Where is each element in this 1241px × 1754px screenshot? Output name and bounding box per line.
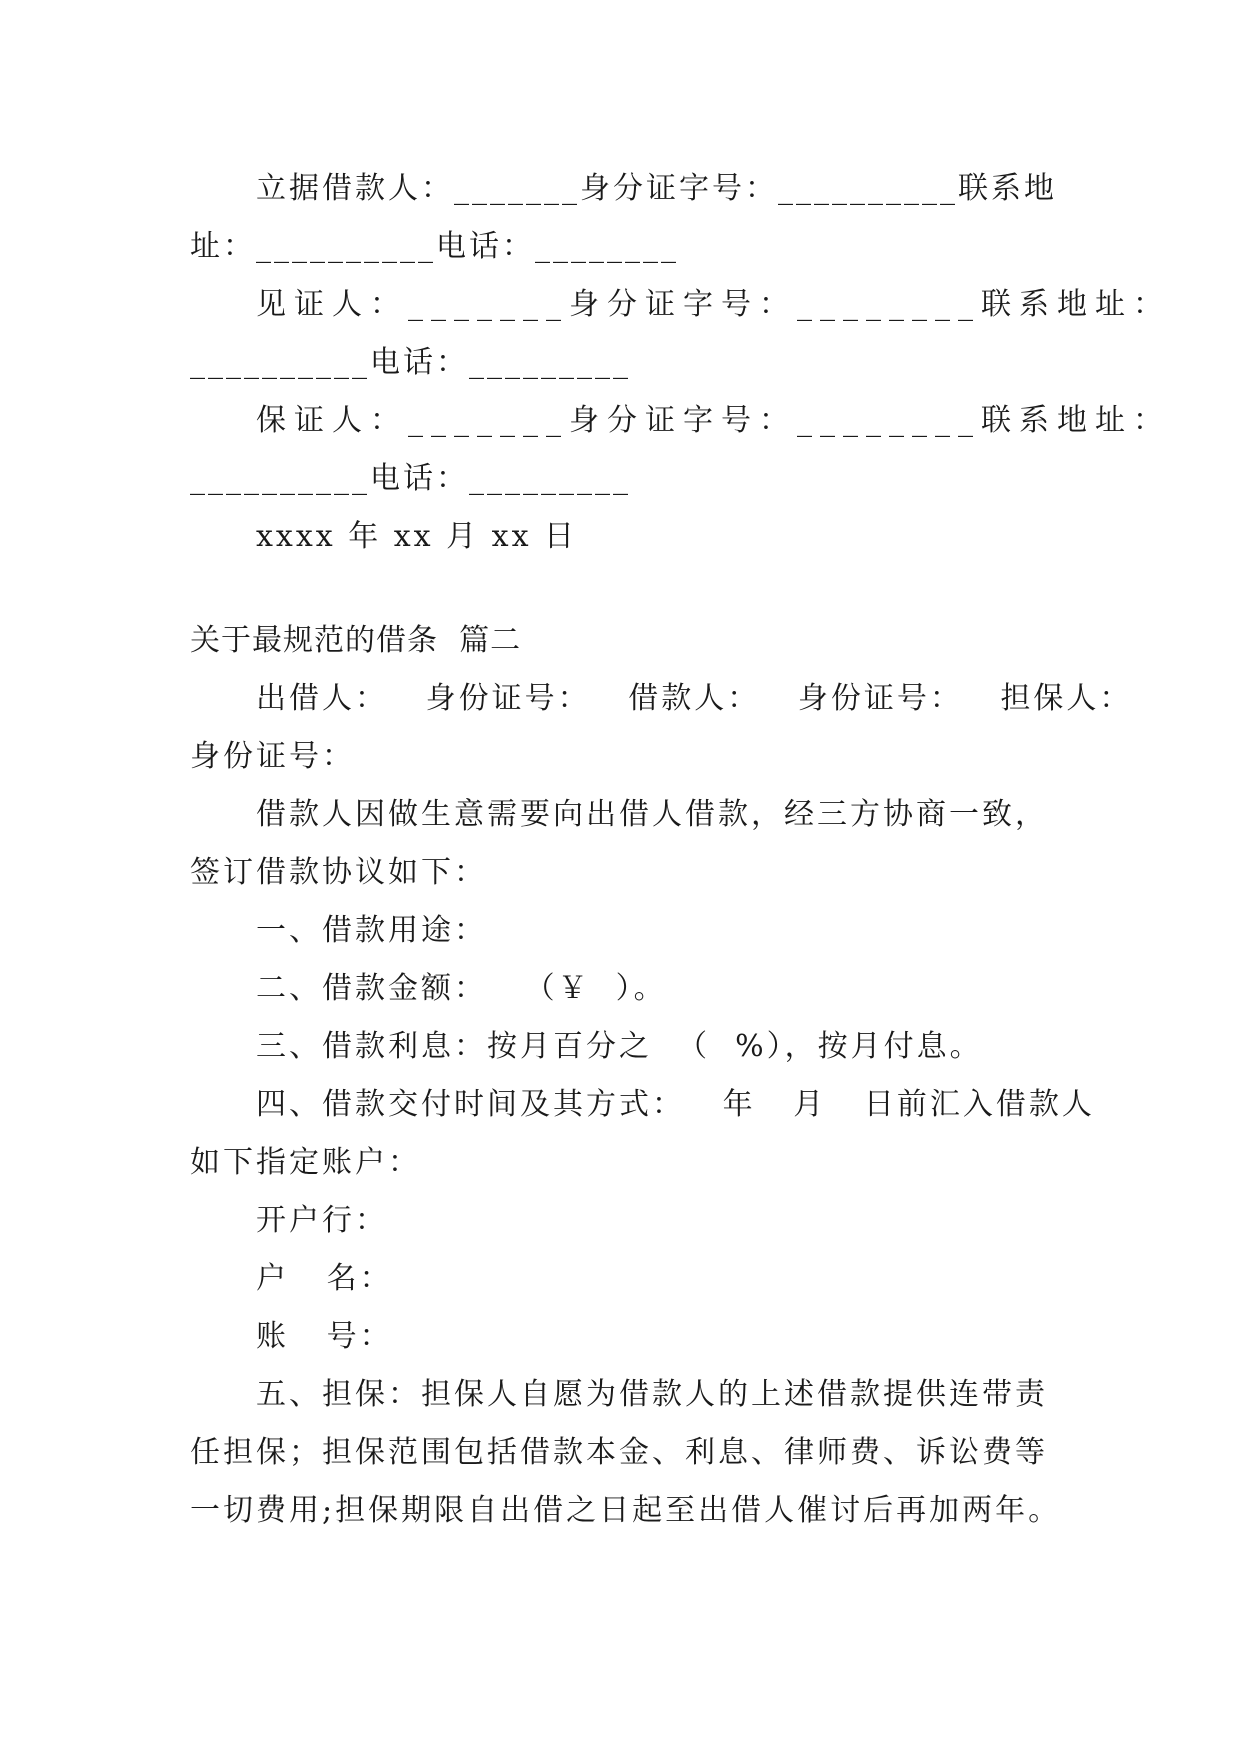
section-gap — [190, 566, 1070, 612]
guarantor-line-1: 保证人：_______身分证字号：________联系地址： — [256, 403, 1171, 438]
witness-line-1: 见证人：_______身分证字号：________联系地址： — [256, 287, 1171, 322]
clause-1: 一、借款用途： — [256, 913, 487, 948]
parties-line-2: 身份证号： — [190, 739, 355, 774]
clause-3: 三、借款利息：按月百分之 （ %），按月付息。 — [256, 1029, 983, 1064]
clause-5-line-1: 五、担保：担保人自愿为借款人的上述借款提供连带责 — [256, 1377, 1048, 1412]
witness-line-2: __________电话：_________ — [190, 345, 631, 380]
intro-line-2: 签订借款协议如下： — [190, 855, 487, 890]
clause-2: 二、借款金额： （￥ ）。 — [256, 971, 667, 1006]
borrower-line-1: 立据借款人：_______身分证字号：__________联系地 — [256, 171, 1057, 206]
guarantor-line-2: __________电话：_________ — [190, 461, 631, 496]
document-page — [190, 160, 1171, 1540]
intro-line-1: 借款人因做生意需要向出借人借款，经三方协商一致， — [256, 797, 1048, 832]
section-title: 关于最规范的借条 篇二 — [190, 623, 522, 658]
parties-line-1: 出借人： 身份证号： 借款人： 身份证号： 担保人： — [256, 681, 1133, 716]
clause-4-line-1: 四、借款交付时间及其方式： 年 月 日前汇入借款人 — [256, 1087, 1095, 1122]
clause-5-line-2: 任担保；担保范围包括借款本金、利息、律师费、诉讼费等 — [190, 1435, 1048, 1470]
signature-date: xxxx 年 xx 月 xx 日 — [256, 519, 578, 554]
borrower-line-2: 址：__________电话：________ — [190, 229, 679, 264]
account-name-field: 户 名： — [256, 1261, 393, 1296]
clause-4-line-2: 如下指定账户： — [190, 1145, 421, 1180]
account-number-field: 账 号： — [256, 1319, 393, 1354]
clause-5-line-3: 一切费用;担保期限自出借之日起至出借人催讨后再加两年。 — [190, 1493, 1062, 1528]
bank-field: 开户行： — [256, 1203, 388, 1238]
